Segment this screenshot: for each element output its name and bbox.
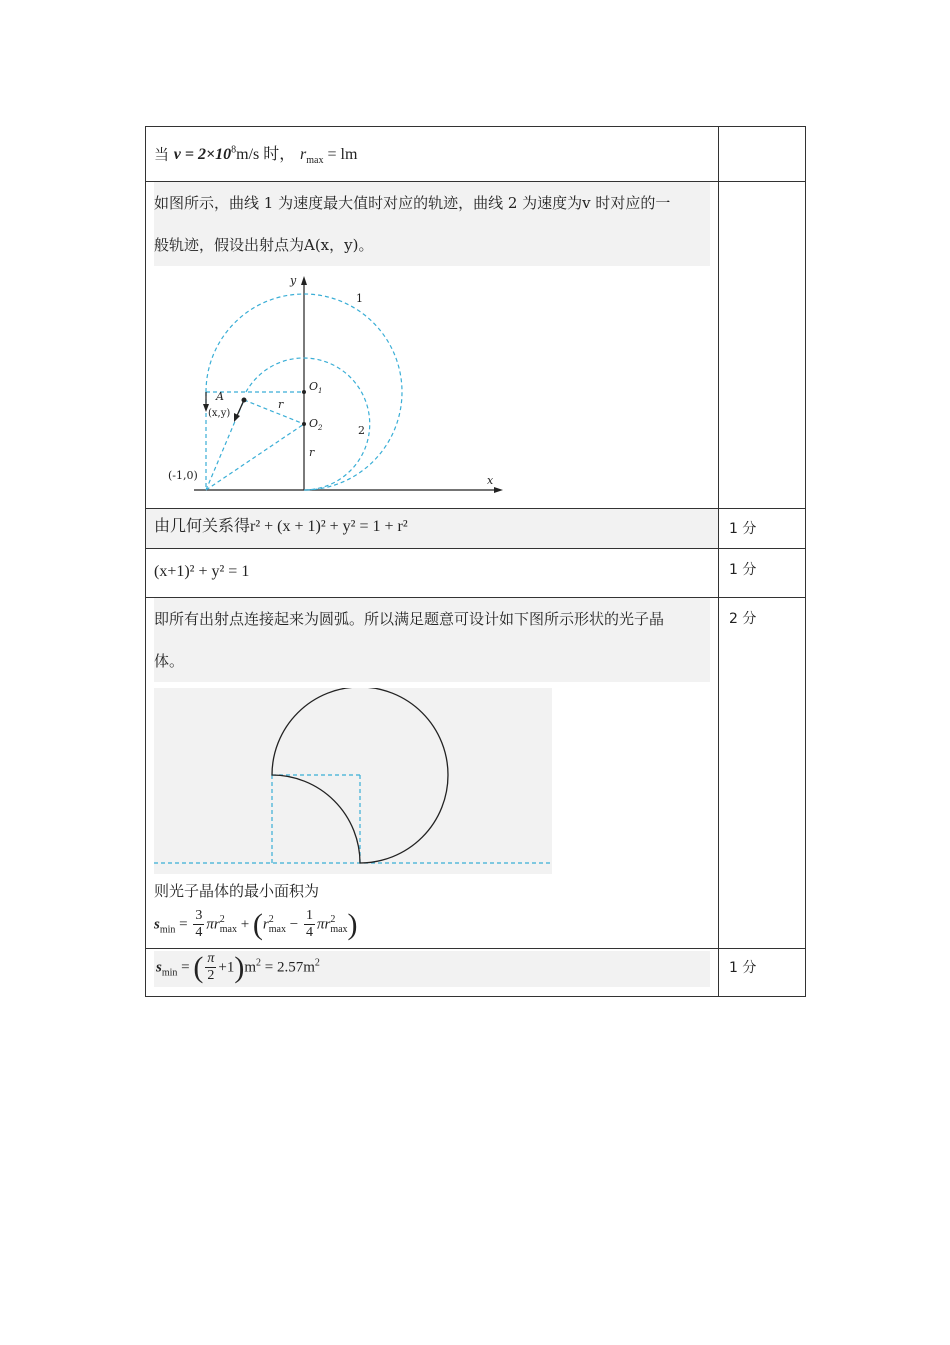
label-curve-2: 2: [358, 423, 365, 437]
row2-line1: 如图所示，曲线 1 为速度最大值时对应的轨迹，曲线 2 为速度为v 时对应的一: [154, 193, 671, 212]
row3-content: [146, 508, 719, 548]
row-rmax-content: [146, 127, 719, 182]
answer-table: [145, 126, 806, 997]
row6-formula: $s_{min}$ = ( $\frac{\pi}{2}$ $+1)m^2 = 2.57m^2$: [154, 951, 710, 987]
x-axis-arrow: [494, 487, 503, 493]
row4-content: [146, 548, 719, 597]
row-rmax: [146, 127, 806, 182]
row3-score: 1 分: [719, 508, 806, 548]
label-O1: $O_1$: [309, 379, 323, 395]
label-curve-1: 1: [356, 291, 363, 305]
row5-line2: 体。: [154, 651, 185, 670]
answer-sheet: [145, 126, 805, 997]
row6-content: [146, 948, 719, 996]
x-axis-label: x: [487, 473, 494, 487]
line-origin-O2: [206, 424, 304, 490]
row4-text: (x+1)² + y² = 1: [154, 562, 250, 580]
row-figure-1: [146, 181, 806, 508]
row-circle-eq: [146, 548, 806, 597]
label-O2: $O_2$: [309, 416, 323, 432]
line-A-O2: [244, 397, 304, 424]
label-A: A: [216, 389, 224, 403]
label-r-lower: r: [309, 445, 315, 459]
point-O2: [302, 422, 306, 426]
row3-text: 由几何关系得r² + (x + 1)² + y² = 1 + r²: [154, 517, 408, 535]
row6-score: 1 分: [719, 948, 806, 996]
label-xy: (x,y): [208, 407, 231, 419]
point-O1: [302, 390, 306, 394]
row2-score: [719, 181, 806, 508]
row1-score: [719, 127, 806, 182]
label-r-upper: r: [278, 397, 284, 411]
row1-rmax: $r_{max}$ = lm: [300, 146, 358, 167]
row-crystal: [146, 597, 806, 948]
row-geometry: [146, 508, 806, 548]
row1-speed: $v = 2\times 10^8m/s$ 时，: [173, 145, 296, 164]
curve-2: [246, 358, 370, 490]
row-figure-1-content: [146, 181, 719, 508]
point-A: [242, 397, 247, 402]
row5-formula: $s_{min}$ = $\frac{3}{4}$ πr 2 max + (r 2 max − $\frac{1}{4}$ πr 2 max ): [154, 907, 358, 941]
row5-content: [146, 597, 719, 948]
y-axis-label: y: [290, 273, 297, 287]
row1-lead: 当: [154, 145, 170, 164]
row4-score: 1 分: [719, 548, 806, 597]
crystal-figure: [154, 688, 552, 874]
row-result: [146, 948, 806, 996]
row5-score: 2 分: [719, 597, 806, 948]
row5-after: 则光子晶体的最小面积为: [154, 881, 320, 900]
y-axis-arrow: [301, 276, 307, 285]
row2-line2: 般轨迹，假设出射点为A(x，y)。: [154, 235, 374, 254]
crystal-figure-wrap: [154, 688, 552, 874]
label-origin: (-1,0): [168, 468, 198, 482]
trajectory-figure: [154, 270, 514, 500]
row5-line1: 即所有出射点连接起来为圆弧。所以满足题意可设计如下图所示形状的光子晶: [154, 609, 665, 628]
